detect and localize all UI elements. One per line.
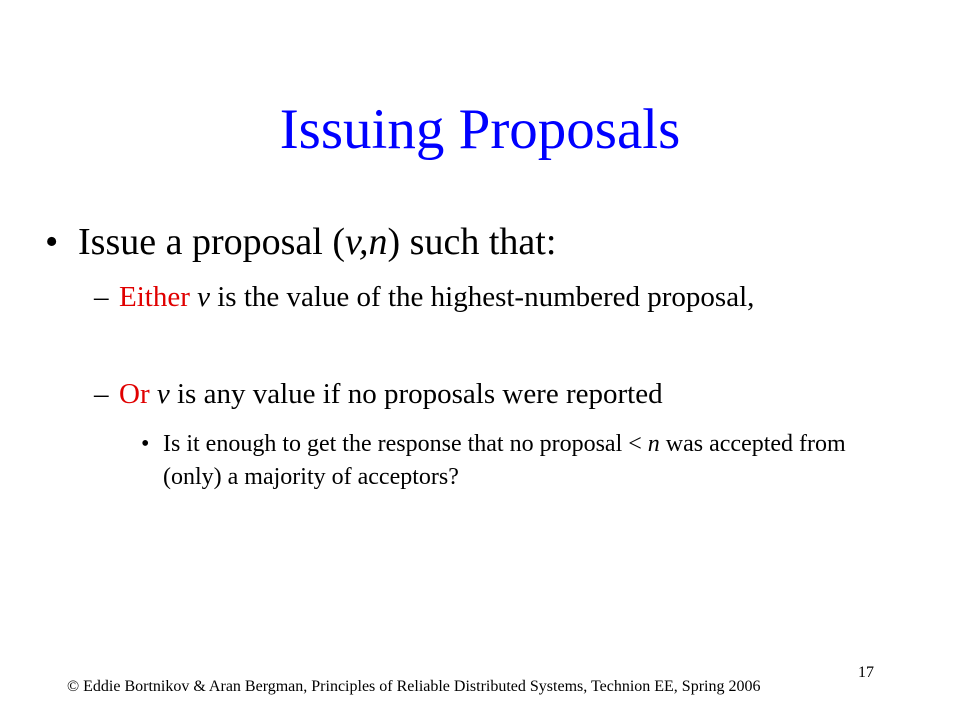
sub-point-or-text — [119, 376, 859, 412]
question-variable: n — [647, 431, 660, 457]
footer-text: Eddie Bortnikov & Aran Bergman, Principles of Reliable Distributed Systems, Technion EE, Spring 2006 — [79, 678, 761, 695]
sub-point-or-rest: is any value if no proposals were reported — [169, 378, 663, 410]
bullet-point-1-text — [78, 219, 556, 265]
bullet-point-1-variable: v,n — [344, 221, 388, 263]
sub-point-either-rest: is the value of the highest-numbered proposal, — [209, 281, 755, 313]
footer-copyright — [67, 677, 760, 697]
dash-icon: – — [94, 281, 109, 313]
copyright-icon: © — [67, 678, 80, 695]
sub-point-or-lead: Or — [119, 378, 150, 410]
dash-icon: – — [94, 378, 109, 410]
sub-point-either-text — [119, 279, 859, 315]
slide-title: Issuing Proposals — [279, 98, 681, 161]
sub-sub-point-question-text — [163, 428, 893, 494]
bullet-point-1-pre: Issue a proposal ( — [78, 221, 345, 263]
bullet-icon: • — [45, 221, 59, 263]
sub-point-either-lead: Either — [119, 281, 190, 313]
question-post: was accepted from (only) a majority of acceptors? — [163, 431, 846, 490]
question-pre: Is it enough to get the response that no proposal < — [163, 431, 648, 457]
sub-point-or-variable: v — [156, 378, 170, 410]
bullet-point-1-post: ) such that: — [387, 221, 557, 263]
page-number: 17 — [858, 664, 874, 681]
sub-point-either-variable: v — [197, 281, 210, 313]
bullet-icon: • — [141, 431, 150, 457]
